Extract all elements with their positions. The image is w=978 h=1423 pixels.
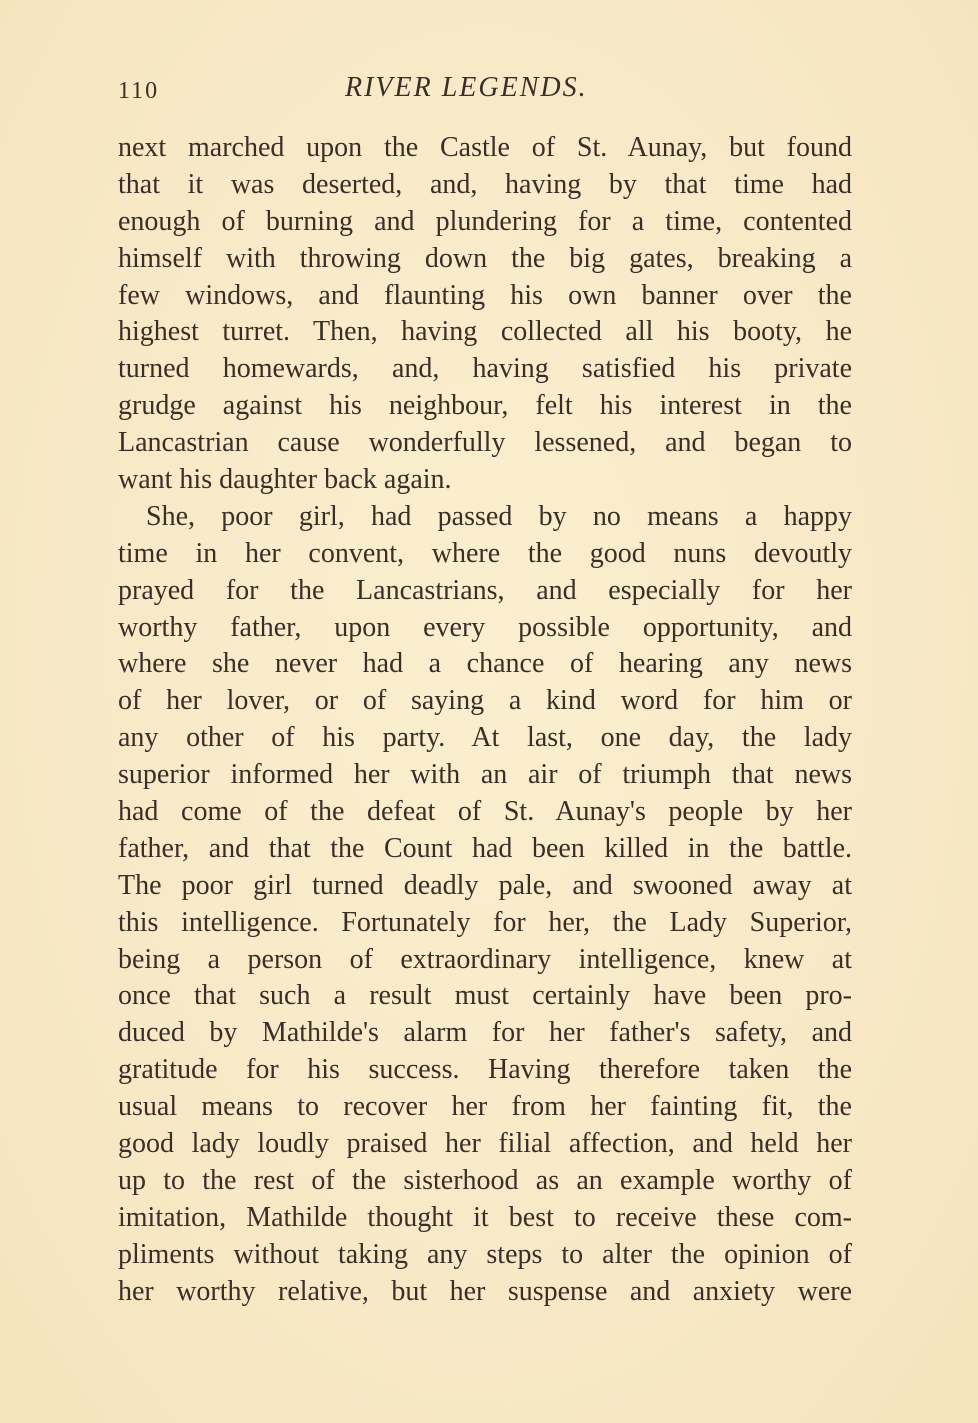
running-title: RIVER LEGENDS. xyxy=(345,72,588,103)
text-line: duced by Mathilde's alarm for her father's safety, and xyxy=(118,1017,852,1049)
body-text xyxy=(118,130,852,1311)
text-line: imitation, Mathilde thought it best to receive these com- xyxy=(118,1201,852,1233)
text-line: prayed for the Lancastrians, and especially for her xyxy=(118,574,852,606)
text-line: next marched upon the Castle of St. Aunay, but found xyxy=(118,132,852,163)
text-line: few windows, and flaunting his own banner over the xyxy=(118,279,852,311)
text-line: had come of the defeat of St. Aunay's people by her xyxy=(118,796,852,828)
text-line: enough of burning and plundering for a time, contented xyxy=(118,205,852,237)
text-line: highest turret. Then, having collected all his booty, he xyxy=(118,316,852,348)
text-line: The poor girl turned deadly pale, and swooned away at xyxy=(118,869,852,901)
text-line: father, and that the Count had been killed in the battle. xyxy=(118,832,852,864)
text-line: grudge against his neighbour, felt his interest in the xyxy=(118,390,852,422)
text-line: good lady loudly praised her filial affection, and held her xyxy=(118,1128,852,1160)
text-line: where she never had a chance of hearing any news xyxy=(118,648,852,680)
text-line: superior informed her with an air of triumph that news xyxy=(118,759,852,791)
text-line: up to the rest of the sisterhood as an example worthy of xyxy=(118,1164,852,1196)
text-line: time in her convent, where the good nuns devoutly xyxy=(118,537,852,569)
page-header xyxy=(118,66,853,106)
text-line: Lancastrian cause wonderfully lessened, and began to xyxy=(118,427,852,459)
text-line: pliments without taking any steps to alter the opinion of xyxy=(118,1238,852,1270)
text-line: himself with throwing down the big gates, breaking a xyxy=(118,242,852,274)
text-line: turned homewards, and, having satisfied his private xyxy=(118,353,852,385)
text-line: any other of his party. At last, one day, the lady xyxy=(118,722,852,754)
text-line: this intelligence. Fortunately for her, the Lady Superior, xyxy=(118,906,852,938)
text-line: that it was deserted, and, having by that time had xyxy=(118,168,852,200)
text-line: She, poor girl, had passed by no means a happy xyxy=(146,500,852,532)
text-line: worthy father, upon every possible opportunity, and xyxy=(118,611,852,643)
paragraph-2 xyxy=(118,499,852,1311)
text-line: usual means to recover her from her fainting fit, the xyxy=(118,1091,852,1123)
text-line: once that such a result must certainly have been pro- xyxy=(118,980,852,1012)
text-line: her worthy relative, but her suspense and anxiety were xyxy=(118,1275,852,1307)
text-line: want his daughter back again. xyxy=(118,464,452,496)
text-line: being a person of extraordinary intelligence, knew at xyxy=(118,943,852,975)
paragraph-1 xyxy=(118,130,852,499)
text-line: gratitude for his success. Having therefore taken the xyxy=(118,1054,852,1086)
text-line: of her lover, or of saying a kind word for him or xyxy=(118,685,852,717)
page-number: 110 xyxy=(118,78,160,104)
